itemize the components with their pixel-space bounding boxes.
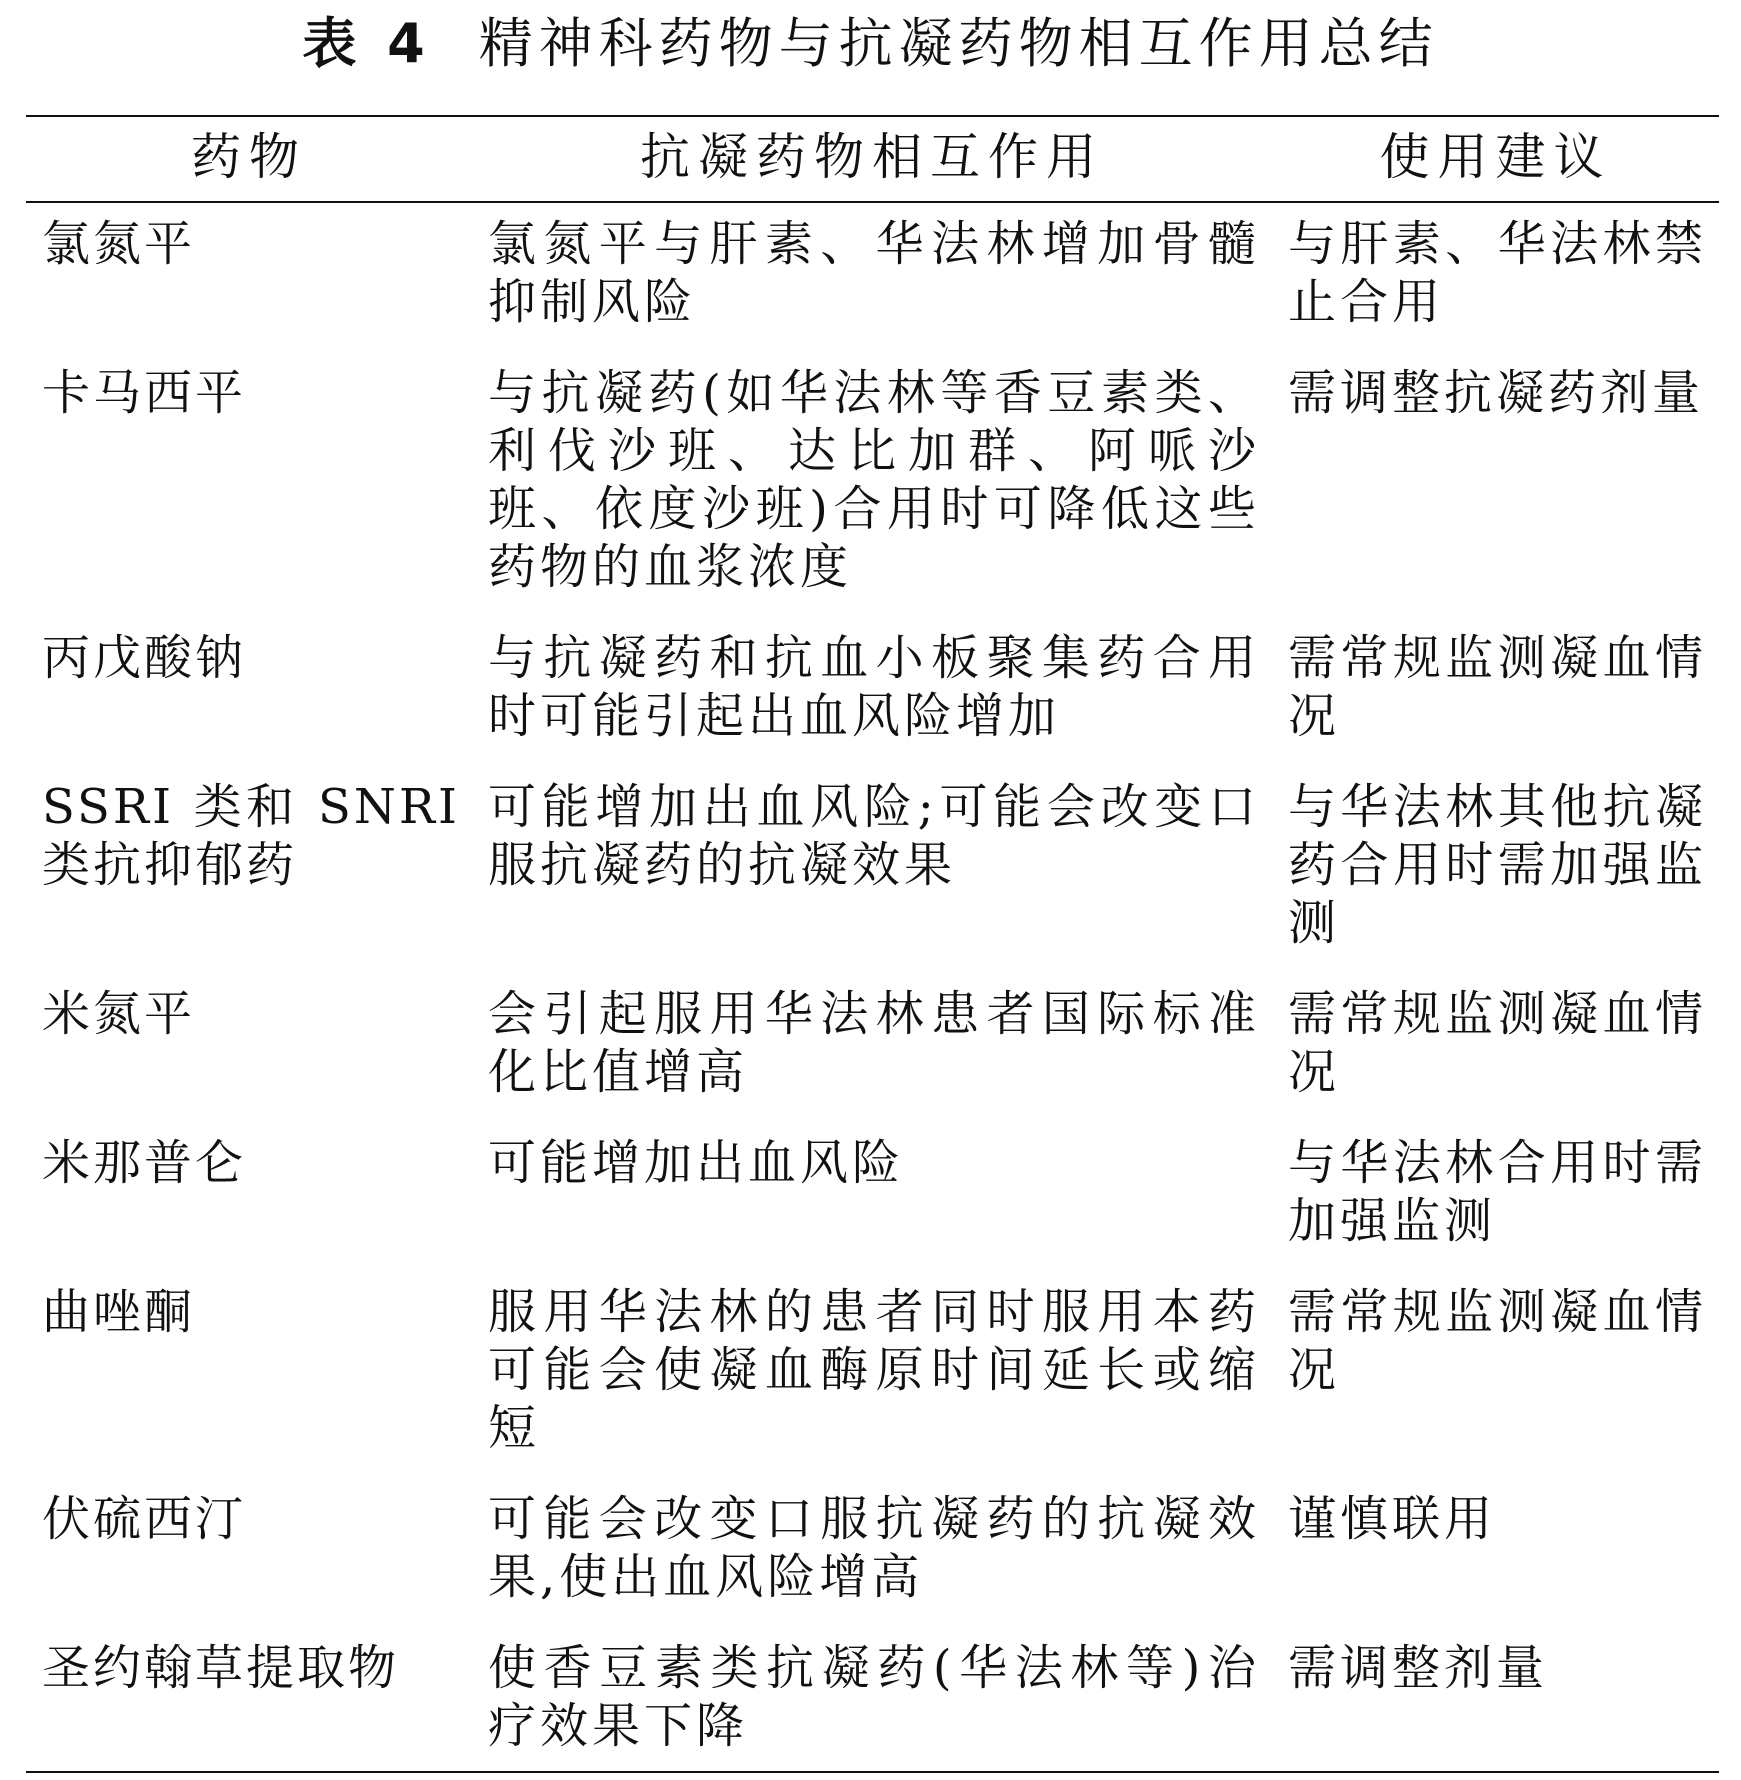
table-row (26, 1480, 1719, 1629)
drug-cell: SSRI 类和 SNRI 类抗抑郁药 (42, 779, 460, 893)
header-interaction: 抗凝药物相互作用 (472, 116, 1272, 202)
table-row (26, 619, 1719, 768)
table-number: 表 4 (302, 12, 431, 75)
recommendation-cell: 需调整剂量 (1288, 1640, 1549, 1696)
table-row (26, 1124, 1719, 1273)
recommendation-cell: 与肝素、华法林禁止合用 (1288, 216, 1707, 330)
recommendation-cell: 与华法林合用时需加强监测 (1288, 1135, 1707, 1249)
interaction-table-container (26, 115, 1719, 1773)
recommendation-cell: 需常规监测凝血情况 (1288, 1284, 1707, 1398)
drug-cell: 米氮平 (42, 986, 196, 1042)
interaction-cell: 氯氮平与肝素、华法林增加骨髓抑制风险 (488, 216, 1260, 330)
interaction-table (26, 115, 1719, 1773)
recommendation-cell: 需常规监测凝血情况 (1288, 986, 1707, 1100)
recommendation-cell: 需常规监测凝血情况 (1288, 630, 1707, 744)
interaction-cell: 可能增加出血风险;可能会改变口服抗凝药的抗凝效果 (488, 779, 1260, 893)
recommendation-cell: 谨慎联用 (1288, 1491, 1497, 1547)
interaction-cell: 服用华法林的患者同时服用本药可能会使凝血酶原时间延长或缩短 (488, 1284, 1260, 1456)
drug-cell: 伏硫西汀 (42, 1491, 247, 1547)
table-row (26, 768, 1719, 975)
drug-cell: 卡马西平 (42, 365, 247, 421)
table-body (26, 202, 1719, 1772)
drug-cell: 曲唑酮 (42, 1284, 196, 1340)
table-header (26, 116, 1719, 202)
interaction-cell: 与抗凝药和抗血小板聚集药合用时可能引起出血风险增加 (488, 630, 1260, 744)
drug-cell: 圣约翰草提取物 (42, 1640, 400, 1696)
table-title: 精神科药物与抗凝药物相互作用总结 (478, 12, 1439, 75)
recommendation-cell: 与华法林其他抗凝药合用时需加强监测 (1288, 779, 1707, 951)
drug-cell: 氯氮平 (42, 216, 196, 272)
header-recommendation: 使用建议 (1272, 116, 1719, 202)
interaction-cell: 会引起服用华法林患者国际标准化比值增高 (488, 986, 1260, 1100)
interaction-cell: 可能会改变口服抗凝药的抗凝效果,使出血风险增高 (488, 1491, 1260, 1605)
header-drug: 药物 (26, 116, 472, 202)
table-row (26, 202, 1719, 354)
header-row (26, 116, 1719, 202)
recommendation-cell: 需调整抗凝药剂量 (1288, 365, 1705, 421)
table-caption (0, 4, 1741, 84)
table-row (26, 1273, 1719, 1480)
interaction-cell: 与抗凝药(如华法林等香豆素类、利伐沙班、达比加群、阿哌沙班、依度沙班)合用时可降低这些药物的血浆浓度 (488, 365, 1260, 595)
table-row (26, 975, 1719, 1124)
interaction-cell: 使香豆素类抗凝药(华法林等)治疗效果下降 (488, 1640, 1260, 1754)
interaction-cell: 可能增加出血风险 (488, 1135, 905, 1191)
drug-cell: 米那普仑 (42, 1135, 247, 1191)
drug-cell: 丙戊酸钠 (42, 630, 247, 686)
table-row (26, 354, 1719, 619)
table-row (26, 1629, 1719, 1772)
